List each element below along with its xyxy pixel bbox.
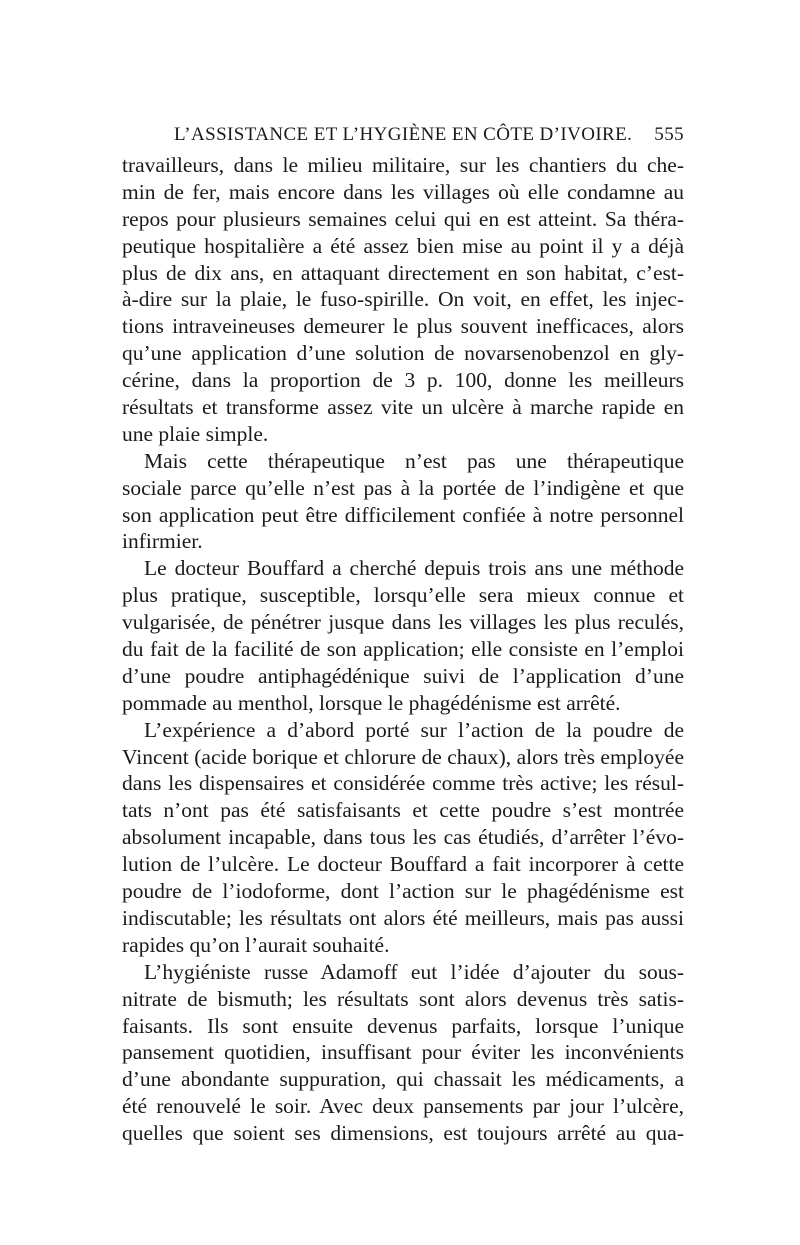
text-line: nitrate de bismuth; les résultats sont alors devenus très satis- [122,986,684,1011]
text-line: faisants. Ils sont ensuite devenus parfaits, lorsque l’unique [122,1013,684,1038]
text-line: une plaie simple. [122,421,269,446]
text-line: pommade au menthol, lorsque le phagédénisme est arrêté. [122,690,621,715]
text-line: rapides qu’on l’aurait souhaité. [122,932,390,957]
text-line: tats n’ont pas été satisfaisants et cette poudre s’est montrée [122,798,684,823]
text-line: quelles que soient ses dimensions, est toujours arrêté au qua- [122,1121,684,1146]
text-line: L’hygiéniste russe Adamoff eut l’idée d’ajouter du sous- [144,959,684,984]
text-line: tions intraveineuses demeurer le plus souvent inefficaces, alors [122,314,684,339]
text-line: cérine, dans la proportion de 3 p. 100, donne les meilleurs [122,368,684,393]
text-line: dans les dispensaires et considérée comme très active; les résul- [122,771,684,796]
text-line: peutique hospitalière a été assez bien mise au point il y a déjà [122,233,684,258]
text-line: qu’une application d’une solution de novarsenobenzol en gly- [122,341,684,366]
body-text [122,152,684,1147]
text-line: lution de l’ulcère. Le docteur Bouffard a fait incorporer à cette [122,852,684,877]
text-line: indiscutable; les résultats ont alors été meilleurs, mais pas aussi [122,905,684,930]
text-line: Mais cette thérapeutique n’est pas une thérapeutique [144,448,684,473]
text-line: d’une poudre antiphagédénique suivi de l’application d’une [122,663,684,688]
text-line: plus de dix ans, en attaquant directement en son habitat, c’est- [122,260,684,285]
text-line: Vincent (acide borique et chlorure de chaux), alors très employée [122,744,684,769]
text-line: repos pour plusieurs semaines celui qui en est atteint. Sa théra- [122,206,684,231]
text-line: infirmier. [122,529,203,554]
text-line: sociale parce qu’elle n’est pas à la portée de l’indigène et que [122,475,684,500]
text-line: à-dire sur la plaie, le fuso-spirille. On voit, en effet, les injec- [122,287,684,312]
text-line: résultats et transforme assez vite un ulcère à marche rapide en [122,395,684,420]
text-line: plus pratique, susceptible, lorsqu’elle sera mieux connue et [122,583,684,608]
text-line: poudre de l’iodoforme, dont l’action sur le phagédénisme est [122,879,684,904]
text-line: pansement quotidien, insuffisant pour éviter les inconvénients [122,1040,684,1065]
text-line: travailleurs, dans le milieu militaire, sur les chantiers du che- [122,153,684,177]
text-line: été renouvelé le soir. Avec deux pansements par jour l’ulcère, [122,1094,684,1119]
text-line: absolument incapable, dans tous les cas étudiés, d’arrêter l’évo- [122,825,684,850]
text-line: min de fer, mais encore dans les villages où elle condamne au [122,179,684,204]
text-line: du fait de la facilité de son application; elle consiste en l’emploi [122,637,684,662]
page-number: 555 [654,124,684,145]
running-head [122,124,684,150]
text-line: Le docteur Bouffard a cherché depuis trois ans une méthode [144,556,684,581]
text-line: L’expérience a d’abord porté sur l’action de la poudre de [144,717,684,742]
text-line: vulgarisée, de pénétrer jusque dans les villages les plus reculés, [122,610,684,635]
text-line: d’une abondante suppuration, qui chassait les médicaments, a [122,1067,684,1092]
text-line: son application peut être difficilement confiée à notre personnel [122,502,684,527]
running-title: L’ASSISTANCE ET L’HYGIÈNE EN CÔTE D’IVOIRE. [174,124,633,145]
